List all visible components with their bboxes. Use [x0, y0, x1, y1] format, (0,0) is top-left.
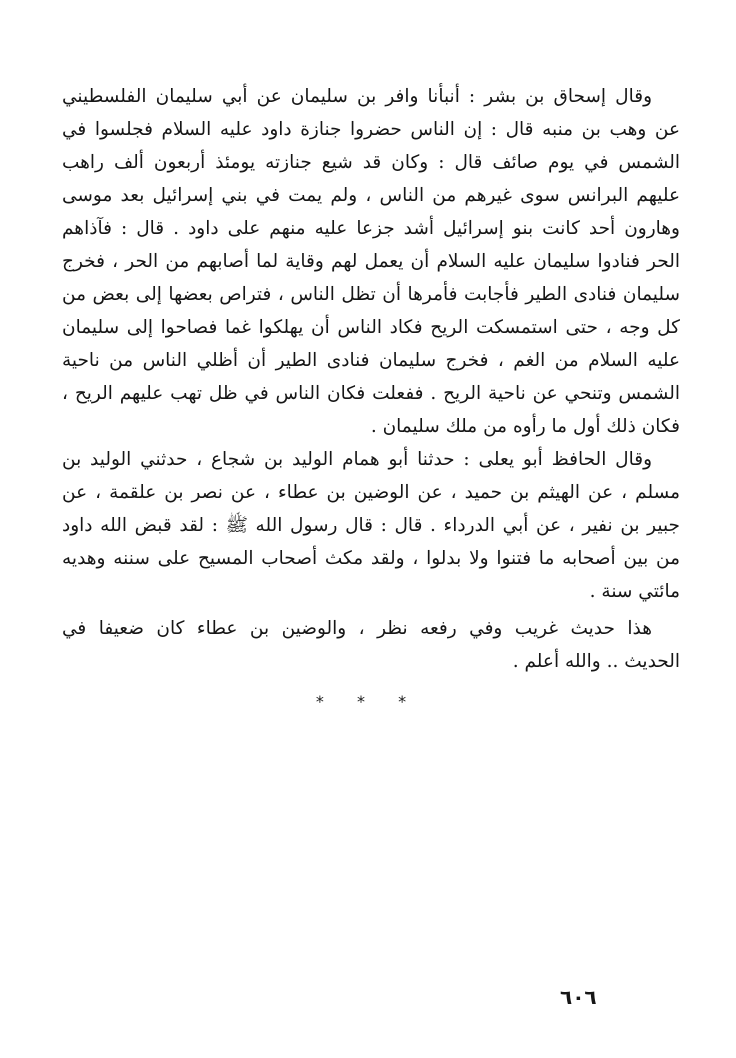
text-line: كل وجه ، حتى استمسكت الريح فكاد الناس أن يهلكوا غما فصاحوا إلى سليمان [62, 317, 680, 338]
text-line: عن وهب بن منبه قال : إن الناس حضروا جنازة داود عليه السلام فجلسوا في [62, 119, 680, 140]
text-line: جبير بن نفير ، عن أبي الدرداء . قال : قال رسول الله ﷺ : لقد قبض الله داود [62, 515, 680, 536]
text-line: فكان ذلك أول ما رأوه من ملك سليمان . [370, 416, 680, 437]
text-line: الحديث .. والله أعلم . [512, 651, 680, 672]
text-line: وهارون أحد كانت بنو إسرائيل أشد جزعا عليه منهم على داود . قال : فآذاهم [62, 218, 680, 239]
text-line: من بين أصحابه ما فتنوا ولا بدلوا ، ولقد مكث أصحاب المسيح على سننه وهديه [62, 548, 680, 569]
text-line: مسلم ، عن الهيثم بن حميد ، عن الوضين بن عطاء ، عن نصر بن علقمة ، عن [62, 482, 680, 503]
text-line: مائتي سنة . [589, 581, 680, 602]
text-line: عليهم البرانس سوى غيرهم من الناس ، ولم يمت في بني إسرائيل بعد موسى [62, 185, 680, 206]
page-number: ٦٠٦ [560, 985, 597, 1009]
text-line: الحر فنادوا سليمان عليه السلام أن يعمل لهم وقاية لما أصابهم من الحر ، فخرج [62, 251, 680, 272]
text-line: الشمس في يوم صائف قال : وكان قد شيع جنازته يومئذ أربعون ألف راهب [62, 152, 680, 173]
text-line: وقال الحافظ أبو يعلى : حدثنا أبو همام الوليد بن شجاع ، حدثني الوليد بن [62, 449, 652, 470]
text-line: عليه السلام من الغم ، فخرج سليمان فنادى الطير أن أظلي الناس من ناحية [62, 350, 680, 371]
paragraph-grading-note [62, 612, 680, 678]
section-separator: * * * [315, 692, 421, 711]
paragraph-hadith-abu-yala [62, 443, 680, 608]
paragraph-funeral-of-dawud [62, 80, 680, 443]
text-line: وقال إسحاق بن بشر : أنبأنا وافر بن سليمان عن أبي سليمان الفلسطيني [62, 86, 652, 107]
text-line: الشمس وتنحي عن ناحية الريح . ففعلت فكان الناس في ظل تهب عليهم الريح ، [62, 383, 680, 404]
text-line: سليمان فنادى الطير فأجابت فأمرها أن تظل الناس ، فتراص بعضها إلى بعض من [62, 284, 680, 305]
text-line: هذا حديث غريب وفي رفعه نظر ، والوضين بن عطاء كان ضعيفا في [62, 618, 652, 639]
